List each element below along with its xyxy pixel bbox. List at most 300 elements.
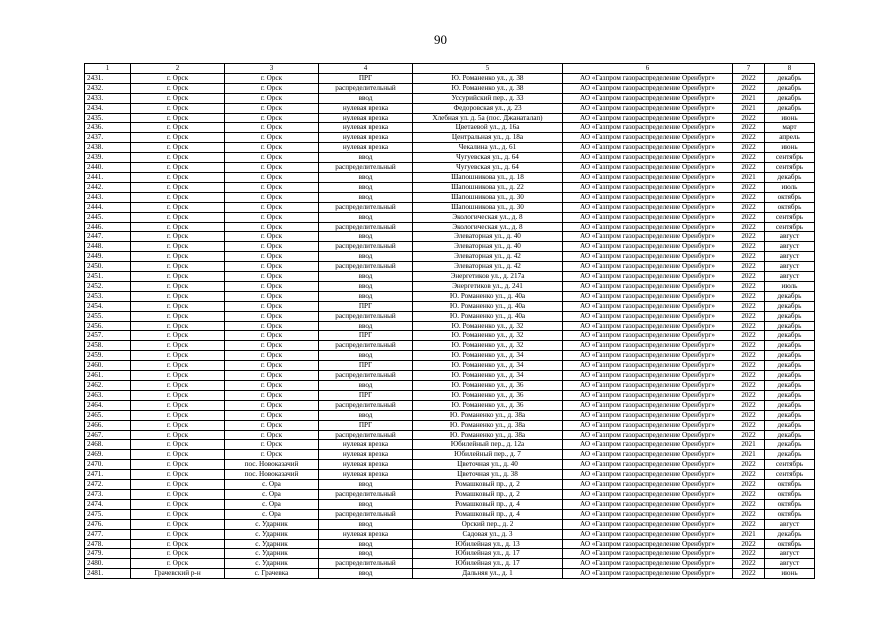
year-cell: 2022	[733, 73, 765, 83]
district-cell: г. Орск	[131, 93, 225, 103]
organization-cell: АО «Газпром газораспределение Оренбург»	[563, 499, 733, 509]
table-row	[85, 73, 815, 83]
organization-cell: АО «Газпром газораспределение Оренбург»	[563, 331, 733, 341]
district-cell: г. Орск	[131, 291, 225, 301]
row-number-cell: 2470.	[85, 460, 131, 470]
table-row	[85, 529, 815, 539]
month-cell: июнь	[765, 569, 815, 579]
settlement-cell: г. Орск	[225, 113, 319, 123]
year-cell: 2022	[733, 400, 765, 410]
table-row	[85, 519, 815, 529]
column-header-6: 6	[563, 64, 733, 74]
row-number-cell: 2479.	[85, 549, 131, 559]
organization-cell: АО «Газпром газораспределение Оренбург»	[563, 252, 733, 262]
settlement-cell: г. Орск	[225, 103, 319, 113]
year-cell: 2021	[733, 172, 765, 182]
month-cell: октябрь	[765, 499, 815, 509]
object-type-cell: нулевая врезка	[319, 450, 413, 460]
object-type-cell: ввод	[319, 252, 413, 262]
table-row	[85, 509, 815, 519]
month-cell: декабрь	[765, 351, 815, 361]
organization-cell: АО «Газпром газораспределение Оренбург»	[563, 450, 733, 460]
month-cell: декабрь	[765, 172, 815, 182]
district-cell: г. Орск	[131, 519, 225, 529]
settlement-cell: с. Ударник	[225, 529, 319, 539]
year-cell: 2022	[733, 222, 765, 232]
address-cell: Ю. Романенко ул., д. 38	[413, 73, 563, 83]
table-row	[85, 470, 815, 480]
address-cell: Ю. Романенко ул., д. 32	[413, 341, 563, 351]
table-row	[85, 489, 815, 499]
year-cell: 2022	[733, 202, 765, 212]
row-number-cell: 2453.	[85, 291, 131, 301]
district-cell: г. Орск	[131, 450, 225, 460]
district-cell: г. Орск	[131, 163, 225, 173]
month-cell: декабрь	[765, 390, 815, 400]
row-number-cell: 2454.	[85, 301, 131, 311]
table-row	[85, 341, 815, 351]
row-number-cell: 2468.	[85, 440, 131, 450]
month-cell: декабрь	[765, 321, 815, 331]
address-cell: Элеваторная ул., д. 42	[413, 262, 563, 272]
address-cell: Чекалина ул., д. 61	[413, 143, 563, 153]
object-type-cell: ввод	[319, 539, 413, 549]
settlement-cell: г. Орск	[225, 371, 319, 381]
month-cell: март	[765, 123, 815, 133]
year-cell: 2022	[733, 351, 765, 361]
table-row	[85, 371, 815, 381]
settlement-cell: пос. Новоказачий	[225, 470, 319, 480]
year-cell: 2022	[733, 460, 765, 470]
district-cell: г. Орск	[131, 222, 225, 232]
year-cell: 2022	[733, 509, 765, 519]
address-cell: Элеваторная ул., д. 40	[413, 232, 563, 242]
address-cell: Ю. Романенко ул., д. 38а	[413, 430, 563, 440]
row-number-cell: 2437.	[85, 133, 131, 143]
month-cell: сентябрь	[765, 212, 815, 222]
object-type-cell: нулевая врезка	[319, 470, 413, 480]
organization-cell: АО «Газпром газораспределение Оренбург»	[563, 222, 733, 232]
object-type-cell: распределительный	[319, 222, 413, 232]
object-type-cell: распределительный	[319, 83, 413, 93]
district-cell: г. Орск	[131, 361, 225, 371]
object-type-cell: ввод	[319, 499, 413, 509]
organization-cell: АО «Газпром газораспределение Оренбург»	[563, 470, 733, 480]
settlement-cell: г. Орск	[225, 291, 319, 301]
page-number: 90	[434, 32, 447, 47]
address-cell: Хлебная ул. д. 5а (пос. Джанаталап)	[413, 113, 563, 123]
column-header-4: 4	[319, 64, 413, 74]
table-row	[85, 331, 815, 341]
settlement-cell: г. Орск	[225, 400, 319, 410]
row-number-cell: 2434.	[85, 103, 131, 113]
year-cell: 2022	[733, 420, 765, 430]
organization-cell: АО «Газпром газораспределение Оренбург»	[563, 400, 733, 410]
organization-cell: АО «Газпром газораспределение Оренбург»	[563, 272, 733, 282]
month-cell: декабрь	[765, 361, 815, 371]
settlement-cell: г. Орск	[225, 341, 319, 351]
table-row	[85, 440, 815, 450]
object-type-cell: распределительный	[319, 262, 413, 272]
address-cell: Дальняя ул., д. 1	[413, 569, 563, 579]
object-type-cell: ПРГ	[319, 301, 413, 311]
organization-cell: АО «Газпром газораспределение Оренбург»	[563, 430, 733, 440]
row-number-cell: 2452.	[85, 281, 131, 291]
district-cell: г. Орск	[131, 529, 225, 539]
month-cell: декабрь	[765, 529, 815, 539]
object-type-cell: ввод	[319, 93, 413, 103]
settlement-cell: г. Орск	[225, 331, 319, 341]
object-type-cell: распределительный	[319, 400, 413, 410]
column-header-7: 7	[733, 64, 765, 74]
month-cell: октябрь	[765, 509, 815, 519]
settlement-cell: г. Орск	[225, 381, 319, 391]
object-type-cell: распределительный	[319, 489, 413, 499]
organization-cell: АО «Газпром газораспределение Оренбург»	[563, 351, 733, 361]
organization-cell: АО «Газпром газораспределение Оренбург»	[563, 163, 733, 173]
organization-cell: АО «Газпром газораспределение Оренбург»	[563, 212, 733, 222]
year-cell: 2022	[733, 470, 765, 480]
row-number-cell: 2463.	[85, 390, 131, 400]
organization-cell: АО «Газпром газораспределение Оренбург»	[563, 509, 733, 519]
month-cell: декабрь	[765, 450, 815, 460]
table-row	[85, 123, 815, 133]
table-row	[85, 549, 815, 559]
month-cell: сентябрь	[765, 222, 815, 232]
year-cell: 2022	[733, 539, 765, 549]
column-header-2: 2	[131, 64, 225, 74]
organization-cell: АО «Газпром газораспределение Оренбург»	[563, 410, 733, 420]
district-cell: г. Орск	[131, 440, 225, 450]
address-cell: Ю. Романенко ул., д. 40а	[413, 291, 563, 301]
row-number-cell: 2471.	[85, 470, 131, 480]
table-row	[85, 291, 815, 301]
address-cell: Юбилейный пер., д. 7	[413, 450, 563, 460]
row-number-cell: 2465.	[85, 410, 131, 420]
month-cell: июнь	[765, 143, 815, 153]
year-cell: 2022	[733, 252, 765, 262]
address-cell: Энергетиков ул., д. 217а	[413, 272, 563, 282]
settlement-cell: г. Орск	[225, 420, 319, 430]
row-number-cell: 2481.	[85, 569, 131, 579]
year-cell: 2022	[733, 242, 765, 252]
month-cell: октябрь	[765, 480, 815, 490]
organization-cell: АО «Газпром газораспределение Оренбург»	[563, 73, 733, 83]
object-type-cell: ввод	[319, 172, 413, 182]
month-cell: сентябрь	[765, 163, 815, 173]
address-cell: Чугуевская ул., д. 64	[413, 153, 563, 163]
address-cell: Ю. Романенко ул., д. 36	[413, 390, 563, 400]
month-cell: август	[765, 232, 815, 242]
object-type-cell: распределительный	[319, 163, 413, 173]
object-type-cell: распределительный	[319, 371, 413, 381]
row-number-cell: 2448.	[85, 242, 131, 252]
month-cell: декабрь	[765, 93, 815, 103]
object-type-cell: ввод	[319, 351, 413, 361]
object-type-cell: распределительный	[319, 559, 413, 569]
settlement-cell: г. Орск	[225, 232, 319, 242]
organization-cell: АО «Газпром газораспределение Оренбург»	[563, 341, 733, 351]
district-cell: г. Орск	[131, 381, 225, 391]
address-cell: Ю. Романенко ул., д. 34	[413, 351, 563, 361]
settlement-cell: г. Орск	[225, 301, 319, 311]
table-row	[85, 410, 815, 420]
row-number-cell: 2456.	[85, 321, 131, 331]
object-type-cell: ввод	[319, 192, 413, 202]
month-cell: август	[765, 242, 815, 252]
settlement-cell: г. Орск	[225, 361, 319, 371]
object-type-cell: ПРГ	[319, 73, 413, 83]
year-cell: 2022	[733, 499, 765, 509]
table-row	[85, 311, 815, 321]
month-cell: август	[765, 252, 815, 262]
row-number-cell: 2478.	[85, 539, 131, 549]
address-cell: Ю. Романенко ул., д. 32	[413, 331, 563, 341]
district-cell: г. Орск	[131, 301, 225, 311]
year-cell: 2022	[733, 113, 765, 123]
row-number-cell: 2473.	[85, 489, 131, 499]
year-cell: 2022	[733, 569, 765, 579]
row-number-cell: 2475.	[85, 509, 131, 519]
year-cell: 2021	[733, 440, 765, 450]
address-cell: Ромашковый пр., д. 2	[413, 489, 563, 499]
month-cell: декабрь	[765, 103, 815, 113]
district-cell: г. Орск	[131, 559, 225, 569]
table-row	[85, 272, 815, 282]
year-cell: 2022	[733, 272, 765, 282]
settlement-cell: г. Орск	[225, 83, 319, 93]
year-cell: 2022	[733, 83, 765, 93]
month-cell: декабрь	[765, 410, 815, 420]
table-row	[85, 262, 815, 272]
settlement-cell: г. Орск	[225, 440, 319, 450]
column-header-3: 3	[225, 64, 319, 74]
row-number-cell: 2432.	[85, 83, 131, 93]
year-cell: 2021	[733, 93, 765, 103]
row-number-cell: 2464.	[85, 400, 131, 410]
district-cell: г. Орск	[131, 232, 225, 242]
table-row	[85, 93, 815, 103]
month-cell: апрель	[765, 133, 815, 143]
settlement-cell: г. Орск	[225, 430, 319, 440]
table-row	[85, 361, 815, 371]
column-header-5: 5	[413, 64, 563, 74]
month-cell: сентябрь	[765, 153, 815, 163]
table-row	[85, 212, 815, 222]
organization-cell: АО «Газпром газораспределение Оренбург»	[563, 371, 733, 381]
organization-cell: АО «Газпром газораспределение Оренбург»	[563, 83, 733, 93]
year-cell: 2022	[733, 321, 765, 331]
year-cell: 2022	[733, 361, 765, 371]
organization-cell: АО «Газпром газораспределение Оренбург»	[563, 133, 733, 143]
district-cell: г. Орск	[131, 153, 225, 163]
month-cell: октябрь	[765, 539, 815, 549]
month-cell: декабрь	[765, 341, 815, 351]
organization-cell: АО «Газпром газораспределение Оренбург»	[563, 390, 733, 400]
table-row	[85, 202, 815, 212]
year-cell: 2022	[733, 489, 765, 499]
month-cell: август	[765, 519, 815, 529]
address-cell: Юбилейная ул., д. 17	[413, 549, 563, 559]
address-cell: Ромашковый пр., д. 4	[413, 499, 563, 509]
month-cell: август	[765, 559, 815, 569]
organization-cell: АО «Газпром газораспределение Оренбург»	[563, 202, 733, 212]
month-cell: август	[765, 549, 815, 559]
row-number-cell: 2439.	[85, 153, 131, 163]
settlement-cell: г. Орск	[225, 73, 319, 83]
object-type-cell: ввод	[319, 281, 413, 291]
organization-cell: АО «Газпром газораспределение Оренбург»	[563, 291, 733, 301]
table-row	[85, 182, 815, 192]
year-cell: 2022	[733, 163, 765, 173]
address-cell: Элеваторная ул., д. 42	[413, 252, 563, 262]
row-number-cell: 2433.	[85, 93, 131, 103]
address-cell: Ю. Романенко ул., д. 38а	[413, 420, 563, 430]
district-cell: г. Орск	[131, 252, 225, 262]
table-row	[85, 232, 815, 242]
table-row	[85, 281, 815, 291]
row-number-cell: 2436.	[85, 123, 131, 133]
year-cell: 2021	[733, 529, 765, 539]
settlement-cell: г. Орск	[225, 351, 319, 361]
settlement-cell: пос. Новоказачий	[225, 460, 319, 470]
year-cell: 2022	[733, 212, 765, 222]
object-type-cell: ввод	[319, 410, 413, 420]
organization-cell: АО «Газпром газораспределение Оренбург»	[563, 381, 733, 391]
table-row	[85, 390, 815, 400]
month-cell: декабрь	[765, 311, 815, 321]
address-cell: Цветаевой ул., д. 16а	[413, 123, 563, 133]
object-type-cell: ПРГ	[319, 361, 413, 371]
settlement-cell: г. Орск	[225, 242, 319, 252]
address-cell: Ромашковый пр., д. 4	[413, 509, 563, 519]
address-cell: Шапошникова ул., д. 18	[413, 172, 563, 182]
row-number-cell: 2472.	[85, 480, 131, 490]
table-row	[85, 321, 815, 331]
month-cell: декабрь	[765, 440, 815, 450]
address-cell: Орский пер., д. 2	[413, 519, 563, 529]
object-type-cell: ввод	[319, 182, 413, 192]
address-cell: Цветочная ул., д. 38	[413, 470, 563, 480]
row-number-cell: 2474.	[85, 499, 131, 509]
settlement-cell: с. Ударник	[225, 539, 319, 549]
address-cell: Экологическая ул., д. 8	[413, 222, 563, 232]
settlement-cell: г. Орск	[225, 321, 319, 331]
year-cell: 2022	[733, 182, 765, 192]
address-cell: Ю. Романенко ул., д. 40а	[413, 311, 563, 321]
address-cell: Шапошникова ул., д. 30	[413, 202, 563, 212]
object-type-cell: нулевая врезка	[319, 440, 413, 450]
settlement-cell: г. Орск	[225, 143, 319, 153]
organization-cell: АО «Газпром газораспределение Оренбург»	[563, 489, 733, 499]
settlement-cell: г. Орск	[225, 262, 319, 272]
row-number-cell: 2467.	[85, 430, 131, 440]
district-cell: г. Орск	[131, 341, 225, 351]
settlement-cell: г. Орск	[225, 450, 319, 460]
district-cell: г. Орск	[131, 83, 225, 93]
year-cell: 2021	[733, 450, 765, 460]
month-cell: август	[765, 272, 815, 282]
district-cell: г. Орск	[131, 539, 225, 549]
row-number-cell: 2449.	[85, 252, 131, 262]
address-cell: Ю. Романенко ул., д. 32	[413, 321, 563, 331]
district-cell: г. Орск	[131, 331, 225, 341]
object-type-cell: распределительный	[319, 242, 413, 252]
settlement-cell: г. Орск	[225, 410, 319, 420]
row-number-cell: 2443.	[85, 192, 131, 202]
month-cell: декабрь	[765, 301, 815, 311]
month-cell: июль	[765, 281, 815, 291]
row-number-cell: 2458.	[85, 341, 131, 351]
table-row	[85, 480, 815, 490]
settlement-cell: г. Орск	[225, 123, 319, 133]
object-type-cell: распределительный	[319, 509, 413, 519]
district-cell: г. Орск	[131, 113, 225, 123]
organization-cell: АО «Газпром газораспределение Оренбург»	[563, 153, 733, 163]
district-cell: г. Орск	[131, 480, 225, 490]
organization-cell: АО «Газпром газораспределение Оренбург»	[563, 113, 733, 123]
table-row	[85, 242, 815, 252]
object-type-cell: ПРГ	[319, 390, 413, 400]
settlement-cell: г. Орск	[225, 281, 319, 291]
address-cell: Юбилейный пер., д. 12а	[413, 440, 563, 450]
district-cell: г. Орск	[131, 212, 225, 222]
district-cell: г. Орск	[131, 321, 225, 331]
district-cell: г. Орск	[131, 400, 225, 410]
address-cell: Ю. Романенко ул., д. 34	[413, 371, 563, 381]
organization-cell: АО «Газпром газораспределение Оренбург»	[563, 311, 733, 321]
object-type-cell: ввод	[319, 232, 413, 242]
header-row	[85, 64, 815, 74]
year-cell: 2022	[733, 390, 765, 400]
settlement-cell: с. Грачевка	[225, 569, 319, 579]
settlement-cell: с. Ударник	[225, 559, 319, 569]
year-cell: 2022	[733, 331, 765, 341]
settlement-cell: с. Ора	[225, 499, 319, 509]
organization-cell: АО «Газпром газораспределение Оренбург»	[563, 460, 733, 470]
district-cell: г. Орск	[131, 272, 225, 282]
settlement-cell: г. Орск	[225, 133, 319, 143]
row-number-cell: 2455.	[85, 311, 131, 321]
row-number-cell: 2461.	[85, 371, 131, 381]
year-cell: 2022	[733, 232, 765, 242]
organization-cell: АО «Газпром газораспределение Оренбург»	[563, 321, 733, 331]
year-cell: 2022	[733, 262, 765, 272]
address-cell: Садовая ул., д. 3	[413, 529, 563, 539]
address-cell: Ю. Романенко ул., д. 40а	[413, 301, 563, 311]
table-row	[85, 499, 815, 509]
year-cell: 2022	[733, 480, 765, 490]
column-header-1: 1	[85, 64, 131, 74]
organization-cell: АО «Газпром газораспределение Оренбург»	[563, 549, 733, 559]
year-cell: 2022	[733, 153, 765, 163]
object-type-cell: ввод	[319, 381, 413, 391]
year-cell: 2022	[733, 381, 765, 391]
organization-cell: АО «Газпром газораспределение Оренбург»	[563, 569, 733, 579]
settlement-cell: с. Ора	[225, 489, 319, 499]
month-cell: декабрь	[765, 420, 815, 430]
row-number-cell: 2444.	[85, 202, 131, 212]
table-row	[85, 153, 815, 163]
address-cell: Экологическая ул., д. 8	[413, 212, 563, 222]
object-type-cell: распределительный	[319, 311, 413, 321]
year-cell: 2022	[733, 192, 765, 202]
object-type-cell: ввод	[319, 549, 413, 559]
district-cell: г. Орск	[131, 420, 225, 430]
district-cell: г. Орск	[131, 143, 225, 153]
organization-cell: АО «Газпром газораспределение Оренбург»	[563, 529, 733, 539]
row-number-cell: 2462.	[85, 381, 131, 391]
